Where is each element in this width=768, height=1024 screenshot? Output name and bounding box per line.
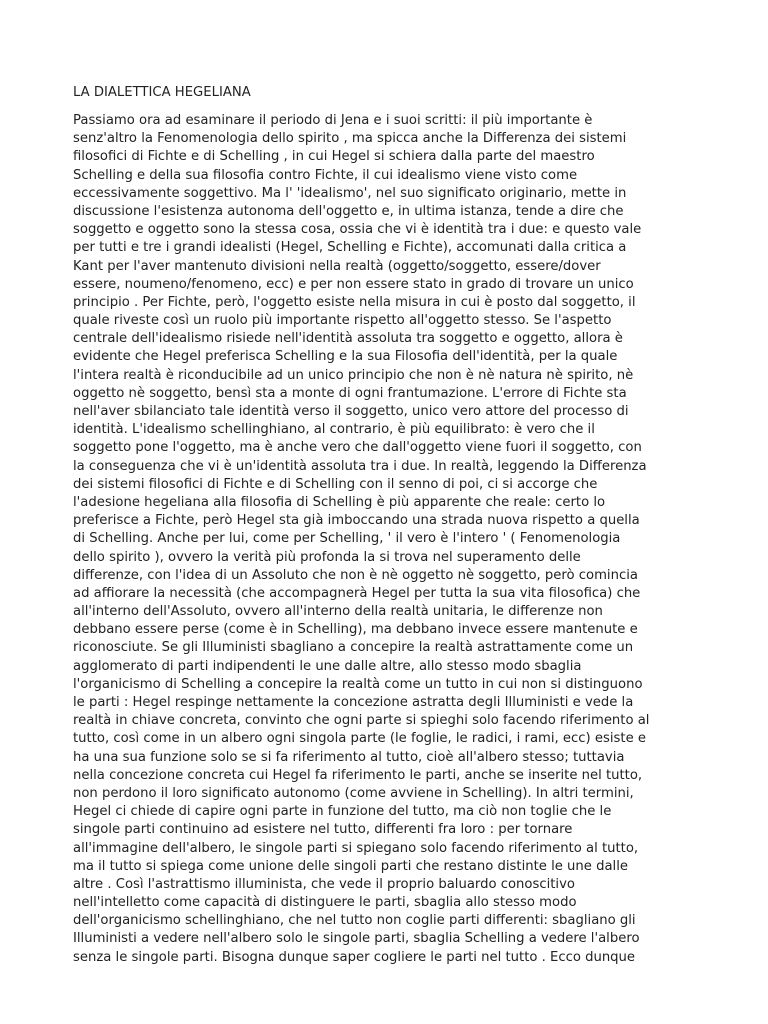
document-title: LA DIALETTICA HEGELIANA — [73, 85, 251, 100]
text-line: nell'intelletto come capacità di distinguere le parti, sbaglia allo stesso modo — [73, 895, 577, 911]
text-line: l'adesione hegeliana alla filosofia di Schelling è più apparente che reale: certo lo — [73, 494, 606, 510]
text-line: essere, noumeno/fenomeno, ecc) e per non essere stato in grado di trovare un unico — [73, 276, 634, 292]
text-line: all'interno dell'Assoluto, ovvero all'interno della realtà unitaria, le differenze non — [73, 604, 603, 620]
text-line: dei sistemi filosofici di Fichte e di Schelling con il senno di poi, ci si accorge che — [73, 476, 598, 492]
text-line: principio . Per Fichte, però, l'oggetto esiste nella misura in cui è posto dal soggetto, il — [73, 294, 636, 310]
text-line: centrale dell'idealismo risiede nell'identità assoluta tra soggetto e oggetto, allora è — [73, 331, 623, 347]
text-line: discussione l'esistenza autonoma dell'oggetto e, in ultima istanza, tende a dire che — [73, 203, 624, 219]
text-line: soggetto e oggetto sono la stessa cosa, ossia che vi è identità tra i due: e questo vale — [73, 222, 642, 238]
text-line: Kant per l'aver mantenuto divisioni nella realtà (oggetto/soggetto, essere/dover — [73, 258, 601, 274]
text-line: Illuministi a vedere nell'albero solo le singole parti, sbaglia Schelling a vedere l'albero — [73, 931, 640, 947]
text-line: quale riveste così un ruolo più importante rispetto all'oggetto stesso. Se l'aspetto — [73, 313, 612, 329]
text-line: dello spirito ), ovvero la verità più profonda la si trova nel superamento delle — [73, 549, 581, 565]
text-line: dell'organicismo schellinghiano, che nel tutto non coglie parti differenti: sbagliano gli — [73, 913, 636, 929]
text-line: nella concezione concreta cui Hegel fa riferimento le parti, anche se inserite nel tutto, — [73, 767, 643, 783]
text-line: l'intera realtà è riconducibile ad un unico principio che non è nè natura nè spirito, nè — [73, 367, 634, 383]
text-line: la conseguenza che vi è un'identità assoluta tra i due. In realtà, leggendo la Differenza — [73, 458, 647, 474]
text-line: per tutti e tre i grandi idealisti (Hegel, Schelling e Fichte), accomunati dalla critica a — [73, 240, 627, 256]
text-line: identità. L'idealismo schellinghiano, al contrario, è più equilibrato: è vero che il — [73, 422, 595, 438]
text-line: le parti : Hegel respinge nettamente la concezione astratta degli Illuministi e vede la — [73, 695, 634, 710]
text-line: debbano essere perse (come è in Schelling), ma debbano invece essere mantenute e — [73, 622, 638, 638]
text-line: nell'aver sbilanciato tale identità verso il soggetto, unico vero attore del processo di — [73, 404, 629, 419]
text-line: preferisce a Fichte, però Hegel sta già imboccando una strada nuova rispetto a quella — [73, 513, 640, 529]
text-line: soggetto pone l'oggetto, ma è anche vero che dall'oggetto viene fuori il soggetto, con — [73, 440, 642, 456]
text-line: filosofici di Fichte e di Schelling , in cui Hegel si schiera dalla parte del maestro — [73, 149, 595, 165]
text-line: l'organicismo di Schelling a concepire la realtà come un tutto in cui non si distinguono — [73, 676, 643, 692]
text-line: ma il tutto si spiega come unione delle singoli parti che restano distinte le une dalle — [73, 858, 628, 874]
text-line: Passiamo ora ad esaminare il periodo di Jena e i suoi scritti: il più importante è — [73, 113, 593, 128]
text-line: riconosciute. Se gli Illuministi sbagliano a concepire la realtà astrattamente come un — [73, 640, 634, 656]
text-line: all'immagine dell'albero, le singole parti si spiegano solo facendo riferimento al tutto, — [73, 840, 639, 856]
text-line: senz'altro la Fenomenologia dello spirito , ma spicca anche la Differenza dei sistemi — [73, 131, 627, 147]
text-line: Schelling e della sua filosofia contro Fichte, il cui idealismo viene visto come — [73, 167, 578, 183]
text-line: singole parti continuino ad esistere nel tutto, differenti fra loro : per tornare — [73, 822, 573, 838]
text-line: Hegel ci chiede di capire ogni parte in funzione del tutto, ma ciò non toglie che le — [73, 804, 612, 820]
text-line: di Schelling. Anche per lui, come per Schelling, ' il vero è l'intero ' ( Fenomenologia — [73, 531, 621, 547]
text-line: non perdono il loro significato autonomo (come avviene in Schelling). In altri termini, — [73, 785, 634, 801]
text-line: tutto, così come in un albero ogni singola parte (le foglie, le radici, i rami, ecc) esiste e — [73, 731, 646, 747]
text-line: evidente che Hegel preferisca Schelling e la sua Filosofia dell'identità, per la quale — [73, 349, 618, 365]
text-line: eccessivamente soggettivo. Ma l' 'idealismo', nel suo significato originario, mette in — [73, 185, 627, 201]
document-body — [73, 84, 703, 967]
text-line: agglomerato di parti indipendenti le une dalle altre, allo stesso modo sbaglia — [73, 658, 582, 674]
text-line: senza le singole parti. Bisogna dunque saper cogliere le parti nel tutto . Ecco dunque — [73, 949, 636, 965]
text-line: differenze, con l'idea di un Assoluto che non è nè oggetto nè soggetto, però comincia — [73, 567, 638, 583]
text-line: ha una sua funzione solo se si fa riferimento al tutto, cioè all'albero stesso; tuttavia — [73, 749, 625, 765]
text-line: altre . Così l'astrattismo illuminista, che vede il proprio baluardo conoscitivo — [73, 876, 575, 892]
document-text — [73, 112, 703, 967]
text-line: ad affiorare la necessità (che accompagnerà Hegel per tutta la sua vita filosofica) che — [73, 585, 641, 601]
text-line: oggetto nè soggetto, bensì sta a monte di ogni frantumazione. L'errore di Fichte sta — [73, 385, 627, 401]
text-line: realtà in chiave concreta, convinto che ogni parte si spieghi solo facendo riferimento al — [73, 713, 650, 729]
